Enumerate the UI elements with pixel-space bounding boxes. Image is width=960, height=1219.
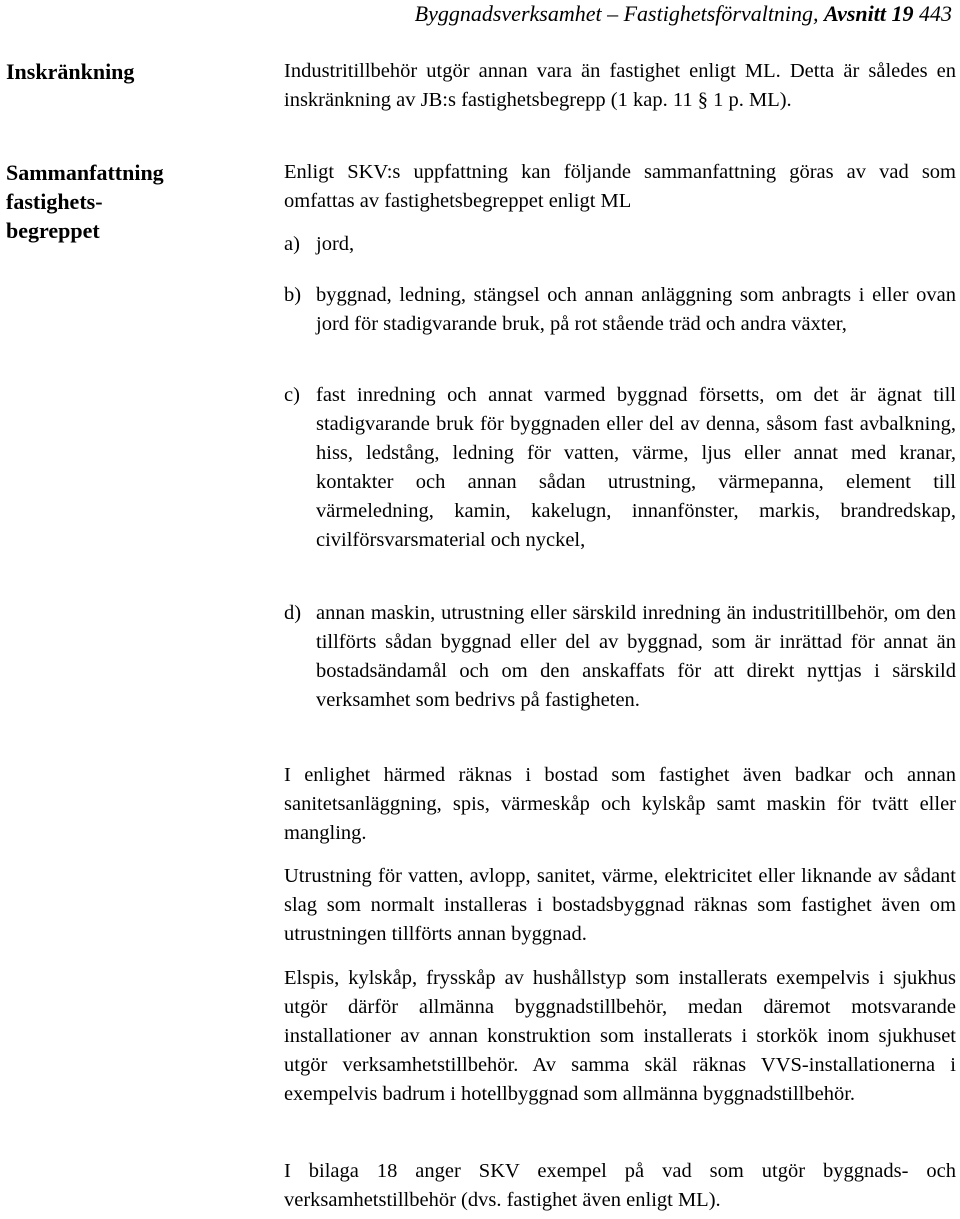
list-marker: a)	[284, 233, 300, 255]
margin-heading-summary-line1: Sammanfattning	[6, 160, 164, 185]
margin-heading-summary	[6, 158, 206, 245]
paragraph-hospital: Elspis, kylskåp, frysskåp av hushållstyp som installerats exempelvis i sjukhus utgör därför allmänna byggnadstillbehör, medan däremot motsvarande installationer av annan konstruktion som installerats i storkök inom sjukhuset utgör verksamhetstillbehör. Av samma skäl räknas VVS-installationerna i exempelvis badrum i hotellbyggnad som allmänna byggnadstillbehör.	[284, 967, 956, 1105]
margin-heading-summary-line2: fastighets-	[6, 189, 103, 214]
paragraph-housing: I enlighet härmed räknas i bostad som fastighet även badkar och annan sanitetsanläggning, spis, värmeskåp och kylskåp samt maskin för tvätt eller mangling.	[284, 764, 956, 844]
list-item-c	[284, 381, 956, 555]
list-item-text: fast inredning och annat varmed byggnad försetts, om det är ägnat till stadigvarande bruk för byggnaden eller del av denna, såsom fast avbalkning, hiss, ledstång, ledning för vatten, värme, ljus eller annat med kranar, kontakter och annan sådan utrustning, värmepanna, element till värmeledning, kamin, kakelugn, innanfönster, markis, brandredskap, civilförsvarsmaterial och nyckel,	[316, 384, 956, 551]
list-marker: c)	[284, 384, 300, 406]
paragraph-restriction: Industritillbehör utgör annan vara än fastighet enligt ML. Detta är således en inskränkning av JB:s fastighetsbegrepp (1 kap. 11 § 1 p. ML).	[284, 60, 956, 111]
list-item-d	[284, 599, 956, 715]
paragraph-appendix: I bilaga 18 anger SKV exempel på vad som utgör byggnads- och verksamhetstillbehör (dvs. fastighet även enligt ML).	[284, 1160, 956, 1211]
list-item-a	[284, 230, 956, 259]
list-item-text: byggnad, ledning, stängsel och annan anläggning som anbragts i eller ovan jord för stadigvarande bruk, på rot stående träd och andra växter,	[316, 284, 956, 335]
list-marker: d)	[284, 602, 302, 624]
list-item-text: annan maskin, utrustning eller särskild inredning än industritillbehör, om den tillförts sådan byggnad eller del av byggnad, som är inrättad för annat än bostadsändamål och om den anskaffats för att direkt nyttjas i särskild verksamhet som bedrivs på fastigheten.	[316, 602, 956, 711]
page-header	[415, 0, 952, 28]
paragraph-summary-intro: Enligt SKV:s uppfattning kan följande sammanfattning göras av vad som omfattas av fastighetsbegreppet enligt ML	[284, 161, 956, 212]
header-chapter-title: Byggnadsverksamhet – Fastighetsförvaltning,	[414, 1, 819, 26]
list-item-b	[284, 281, 956, 339]
margin-heading-summary-line3: begreppet	[6, 218, 100, 243]
list-marker: b)	[284, 284, 302, 306]
margin-heading-restriction: Inskränkning	[6, 59, 135, 84]
list-item-text: jord,	[316, 233, 355, 255]
paragraph-equipment: Utrustning för vatten, avlopp, sanitet, värme, elektricitet eller liknande av sådant slag som normalt installeras i bostadsbyggnad räknas som fastighet även om utrustningen tillförts annan byggnad.	[284, 865, 956, 945]
header-page-number: 443	[919, 1, 952, 26]
header-section: Avsnitt 19	[824, 1, 914, 26]
